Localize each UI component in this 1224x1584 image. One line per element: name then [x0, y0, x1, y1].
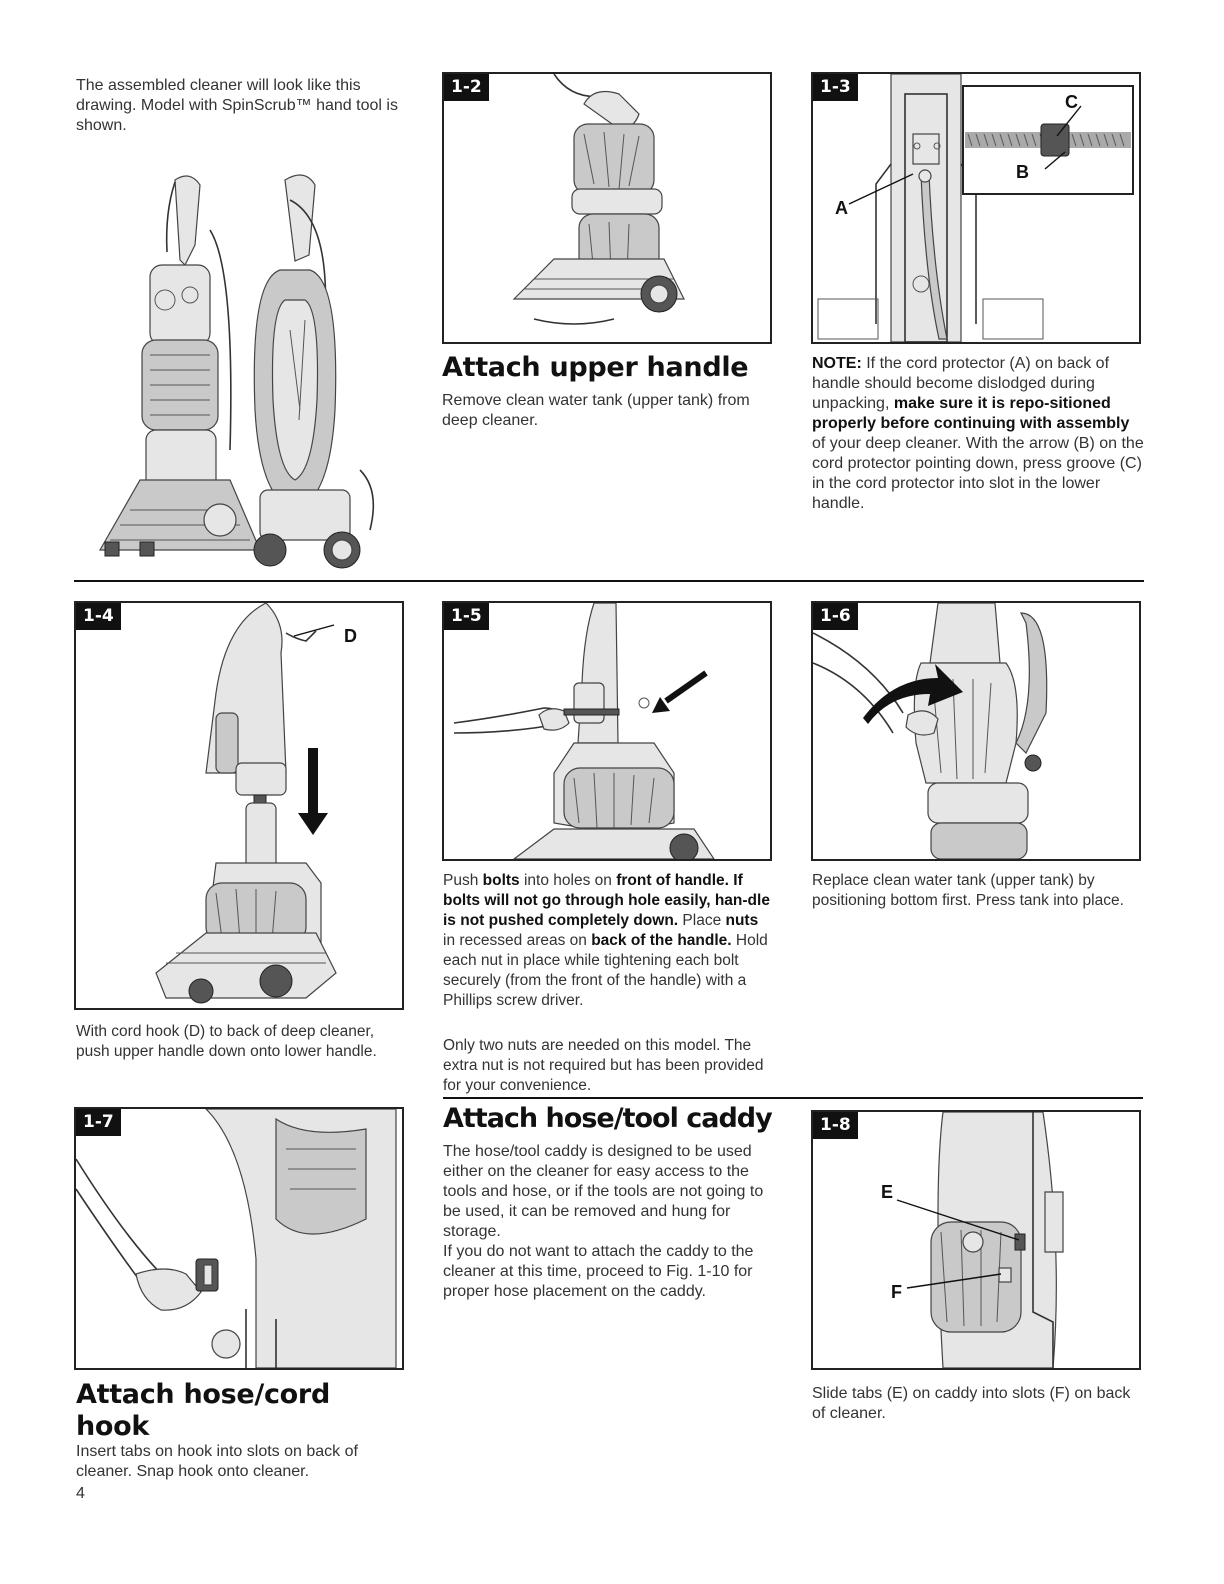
- caption-1-4: With cord hook (D) to back of deep cleaner, push upper handle down onto lower handle.: [76, 1023, 377, 1060]
- figure-1-8: [811, 1110, 1141, 1370]
- cord-protector-illustration: [813, 74, 1139, 342]
- figure-label: 1-4: [76, 603, 121, 630]
- caption-bold: bolts: [482, 872, 520, 889]
- caption-1-6: Replace clean water tank (upper tank) by positioning bottom first. Press tank into place.: [812, 872, 1124, 909]
- caddy-illustration: [813, 1112, 1139, 1368]
- caption-1-8: Slide tabs (E) on caddy into slots (F) on back of cleaner.: [812, 1385, 1131, 1422]
- intro-text: The assembled cleaner will look like this drawing. Model with SpinScrub™ hand tool is shown.: [76, 77, 398, 134]
- figure-label: 1-5: [444, 603, 489, 630]
- caption-bold: nuts: [725, 912, 759, 929]
- note-text-2: of your deep cleaner. With the arrow (B) on the cord protector pointing down, press groove (C) in the cord protector into slot in the lower handle.: [812, 435, 1144, 512]
- callout-f: F: [891, 1282, 902, 1302]
- caption-text: Hold each nut in place while tightening each bolt securely (from the front of the handle) with a Phillips screw driver.: [443, 932, 768, 1009]
- callout-e: E: [881, 1182, 894, 1202]
- callout-d: D: [344, 626, 357, 646]
- figure-label: 1-6: [813, 603, 858, 630]
- attach-hose-tool-caddy-text-1: The hose/tool caddy is designed to be used either on the cleaner for easy access to the tools and hose, or if the tools are not going to be used, it can be removed and hung for storage.: [443, 1143, 764, 1240]
- section-divider: [443, 1097, 1143, 1099]
- caption-1-5: [443, 871, 773, 1011]
- attach-hose-tool-caddy-text-2: If you do not want to attach the caddy to the cleaner at this time, proceed to Fig. 1-10 for proper hose placement on the caddy.: [443, 1243, 754, 1300]
- attach-hose-tool-caddy-heading: Attach hose/tool caddy: [443, 1103, 772, 1134]
- bolts-illustration: [444, 603, 770, 859]
- attach-hose-cord-hook-text: Insert tabs on hook into slots on back of cleaner. Snap hook onto cleaner.: [76, 1443, 358, 1480]
- attach-upper-handle-text: Remove clean water tank (upper tank) from deep cleaner.: [442, 392, 750, 429]
- caption-text: Place: [678, 912, 726, 929]
- figure-label: 1-3: [813, 74, 858, 101]
- upper-handle-illustration: [444, 74, 770, 342]
- caption-bold: back of the handle.: [591, 932, 732, 949]
- page-number: 4: [76, 1485, 85, 1502]
- caption-text: Push: [443, 872, 483, 889]
- replace-tank-illustration: [813, 603, 1139, 859]
- figure-1-3: [811, 72, 1141, 344]
- attach-hose-cord-hook-heading: Attach hose/cord hook: [76, 1379, 330, 1442]
- caption-text: in recessed areas on: [443, 932, 592, 949]
- note-1-3: [812, 354, 1144, 514]
- assembled-cleaner-illustration: [80, 170, 410, 580]
- figure-1-7: [74, 1107, 404, 1370]
- caption-bold: front of handle. If bolts will not go through hole easily, han-dle is not pushed completely down.: [443, 872, 770, 929]
- callout-c: C: [1065, 92, 1078, 112]
- callout-b: B: [1016, 162, 1029, 182]
- note-bold: make sure it is repo-sitioned properly before continuing with assembly: [812, 395, 1130, 432]
- section-divider: [74, 580, 1144, 582]
- cord-hook-illustration: [76, 1109, 402, 1368]
- figure-1-5: [442, 601, 772, 861]
- figure-label: 1-7: [76, 1109, 121, 1136]
- note-text-1: If the cord protector (A) on back of handle should become dislodged during unpacking,: [812, 355, 1110, 412]
- figure-label: 1-8: [813, 1112, 858, 1139]
- note-lead: NOTE:: [812, 355, 862, 372]
- figure-1-2: [442, 72, 772, 344]
- callout-a: A: [835, 198, 848, 218]
- figure-label: 1-2: [444, 74, 489, 101]
- caption-1-5-extra: Only two nuts are needed on this model. The extra nut is not required but has been provided for your convenience.: [443, 1037, 764, 1094]
- figure-1-4: [74, 601, 404, 1010]
- attach-upper-handle-heading: Attach upper handle: [442, 352, 749, 383]
- push-handle-illustration: [76, 603, 402, 1008]
- figure-1-6: [811, 601, 1141, 861]
- caption-text: into holes on: [519, 872, 617, 889]
